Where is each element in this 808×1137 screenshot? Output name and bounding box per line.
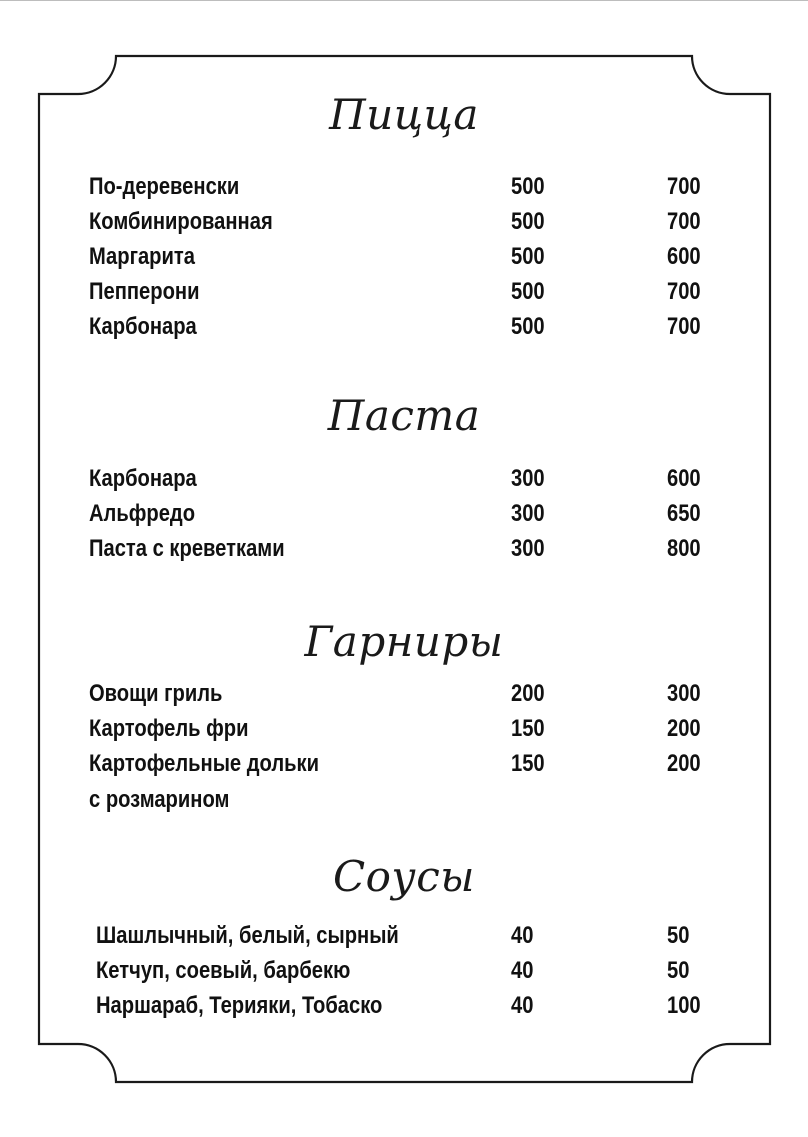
item-name: По-деревенски xyxy=(89,173,240,200)
item-price-small: 40 xyxy=(511,922,534,949)
item-name: с розмарином xyxy=(89,786,230,813)
menu-item xyxy=(0,746,808,781)
item-price-large: 600 xyxy=(667,243,701,270)
menu-item xyxy=(0,676,808,711)
item-name: Паста с креветками xyxy=(89,535,285,562)
menu-item xyxy=(0,988,808,1023)
item-price-large: 800 xyxy=(667,535,701,562)
menu-item xyxy=(0,918,808,953)
item-price-large: 50 xyxy=(667,957,690,984)
item-price-small: 200 xyxy=(511,680,545,707)
item-name: Карбонара xyxy=(89,465,197,492)
item-price-small: 150 xyxy=(511,715,545,742)
item-name: Картофельные дольки xyxy=(89,750,320,777)
item-name: Пепперони xyxy=(89,278,200,305)
item-price-small: 300 xyxy=(511,465,545,492)
section-title-pizza: Пицца xyxy=(329,90,479,139)
item-price-small: 500 xyxy=(511,173,545,200)
item-name: Овощи гриль xyxy=(89,680,223,707)
item-price-small: 500 xyxy=(511,243,545,270)
item-name: Кетчуп, соевый, барбекю xyxy=(96,957,351,984)
item-price-large: 700 xyxy=(667,208,701,235)
item-price-large: 700 xyxy=(667,173,701,200)
item-price-large: 650 xyxy=(667,500,701,527)
item-price-large: 700 xyxy=(667,313,701,340)
section-title-sides: Гарниры xyxy=(304,617,504,666)
item-price-small: 500 xyxy=(511,208,545,235)
menu-item xyxy=(0,531,808,566)
item-name: Маргарита xyxy=(89,243,195,270)
section-title-pasta: Паста xyxy=(327,391,481,440)
item-price-large: 50 xyxy=(667,922,690,949)
item-price-large: 600 xyxy=(667,465,701,492)
item-price-small: 150 xyxy=(511,750,545,777)
item-price-small: 300 xyxy=(511,500,545,527)
item-price-large: 200 xyxy=(667,715,701,742)
item-price-large: 700 xyxy=(667,278,701,305)
item-price-small: 40 xyxy=(511,957,534,984)
item-price-large: 200 xyxy=(667,750,701,777)
section-title-sauces: Соусы xyxy=(332,852,475,901)
item-name: Шашлычный, белый, сырный xyxy=(96,922,399,949)
menu-item xyxy=(0,204,808,239)
item-name: Картофель фри xyxy=(89,715,249,742)
menu-item xyxy=(0,496,808,531)
item-price-large: 300 xyxy=(667,680,701,707)
menu-item xyxy=(0,461,808,496)
menu-item xyxy=(0,711,808,746)
item-price-large: 100 xyxy=(667,992,701,1019)
item-name: Наршараб, Терияки, Тобаско xyxy=(96,992,383,1019)
menu-item-continuation xyxy=(0,782,808,817)
item-name: Карбонара xyxy=(89,313,197,340)
menu-item xyxy=(0,239,808,274)
item-price-small: 500 xyxy=(511,278,545,305)
item-price-small: 500 xyxy=(511,313,545,340)
item-price-small: 40 xyxy=(511,992,534,1019)
menu-item xyxy=(0,169,808,204)
menu-item xyxy=(0,274,808,309)
menu-item xyxy=(0,309,808,344)
item-name: Комбинированная xyxy=(89,208,273,235)
item-price-small: 300 xyxy=(511,535,545,562)
menu-item xyxy=(0,953,808,988)
item-name: Альфредо xyxy=(89,500,196,527)
